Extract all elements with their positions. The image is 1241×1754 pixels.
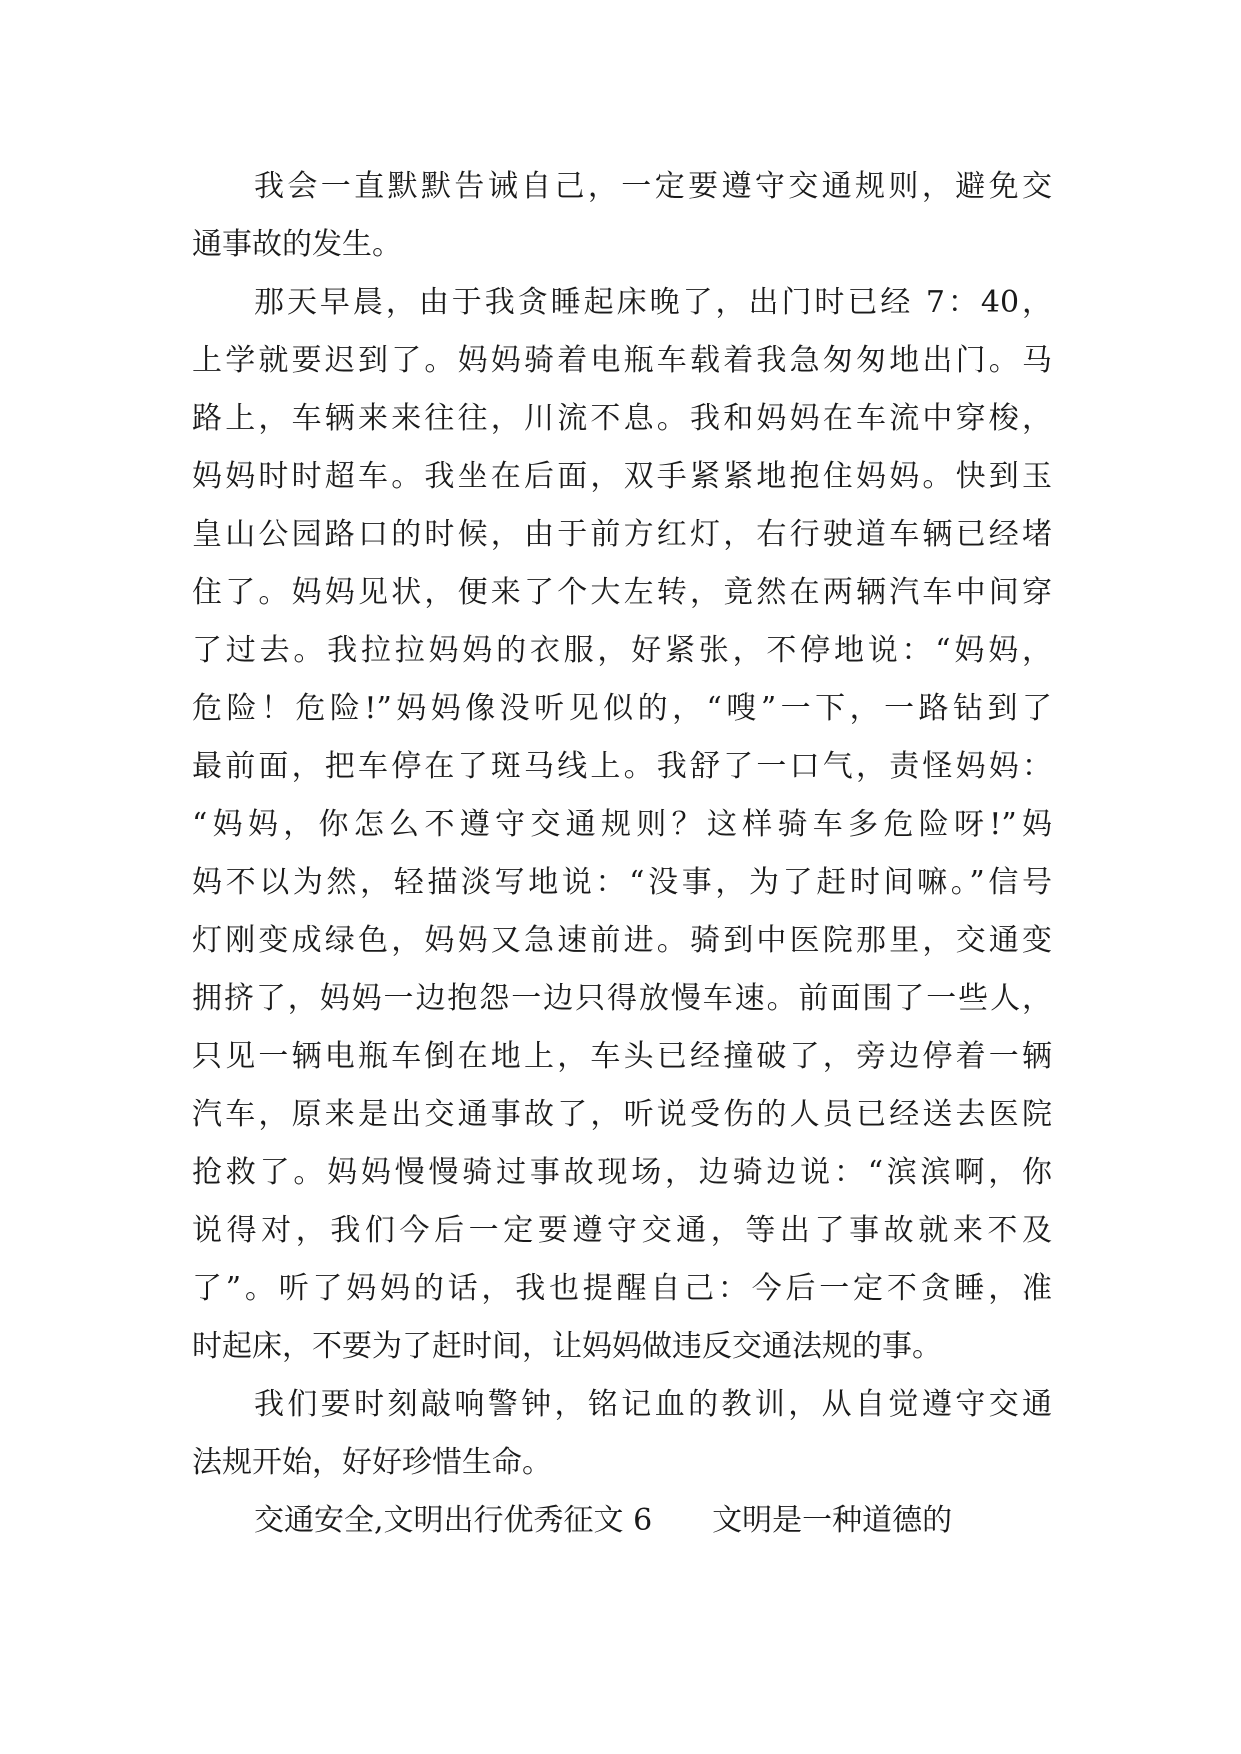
text-line: 了过去。我拉拉妈妈的衣服，好紧张，不停地说：“妈妈， <box>192 633 1052 668</box>
text-line: 我们要时刻敲响警钟，铭记血的教训，从自觉遵守交通 <box>254 1387 1052 1422</box>
document-body <box>192 158 1052 1550</box>
text-line: 妈不以为然，轻描淡写地说：“没事，为了赶时间嘛。”信号 <box>192 865 1052 900</box>
text-line: 通事故的发生。 <box>192 227 402 262</box>
text-line: 了”。听了妈妈的话，我也提醒自己：今后一定不贪睡，准 <box>192 1271 1052 1306</box>
text-line: 交通安全,文明出行优秀征文 6 文明是一种道德的 <box>254 1503 953 1538</box>
text-line: 说得对，我们今后一定要遵守交通，等出了事故就来不及 <box>192 1213 1052 1248</box>
paragraph <box>192 1376 1052 1492</box>
text-line: 只见一辆电瓶车倒在地上，车头已经撞破了，旁边停着一辆 <box>192 1039 1052 1074</box>
text-line: 路上，车辆来来往往，川流不息。我和妈妈在车流中穿梭， <box>192 401 1052 436</box>
text-line: 抢救了。妈妈慢慢骑过事故现场，边骑边说：“滨滨啊，你 <box>192 1155 1052 1190</box>
paragraph <box>192 274 1052 1376</box>
text-line: 妈妈时时超车。我坐在后面，双手紧紧地抱住妈妈。快到玉 <box>192 459 1052 494</box>
paragraph <box>192 1492 1052 1550</box>
text-line: “妈妈，你怎么不遵守交通规则？这样骑车多危险呀!”妈 <box>192 807 1052 842</box>
text-line: 法规开始，好好珍惜生命。 <box>192 1445 552 1480</box>
text-line: 我会一直默默告诫自己，一定要遵守交通规则，避免交 <box>254 169 1052 204</box>
text-line: 拥挤了，妈妈一边抱怨一边只得放慢车速。前面围了一些人， <box>192 981 1052 1016</box>
text-line: 时起床，不要为了赶时间，让妈妈做违反交通法规的事。 <box>192 1329 942 1364</box>
text-line: 住了。妈妈见状，便来了个大左转，竟然在两辆汽车中间穿 <box>192 575 1052 610</box>
paragraph <box>192 158 1052 274</box>
text-line: 灯刚变成绿色，妈妈又急速前进。骑到中医院那里，交通变 <box>192 923 1052 958</box>
text-line: 危险！危险!”妈妈像没听见似的，“嗖”一下，一路钻到了 <box>192 691 1052 726</box>
text-line: 那天早晨，由于我贪睡起床晚了，出门时已经 7：40， <box>254 285 1052 320</box>
text-line: 汽车，原来是出交通事故了，听说受伤的人员已经送去医院 <box>192 1097 1052 1132</box>
text-line: 皇山公园路口的时候，由于前方红灯，右行驶道车辆已经堵 <box>192 517 1052 552</box>
text-line: 上学就要迟到了。妈妈骑着电瓶车载着我急匆匆地出门。马 <box>192 343 1052 378</box>
text-line: 最前面，把车停在了斑马线上。我舒了一口气，责怪妈妈： <box>192 749 1052 784</box>
